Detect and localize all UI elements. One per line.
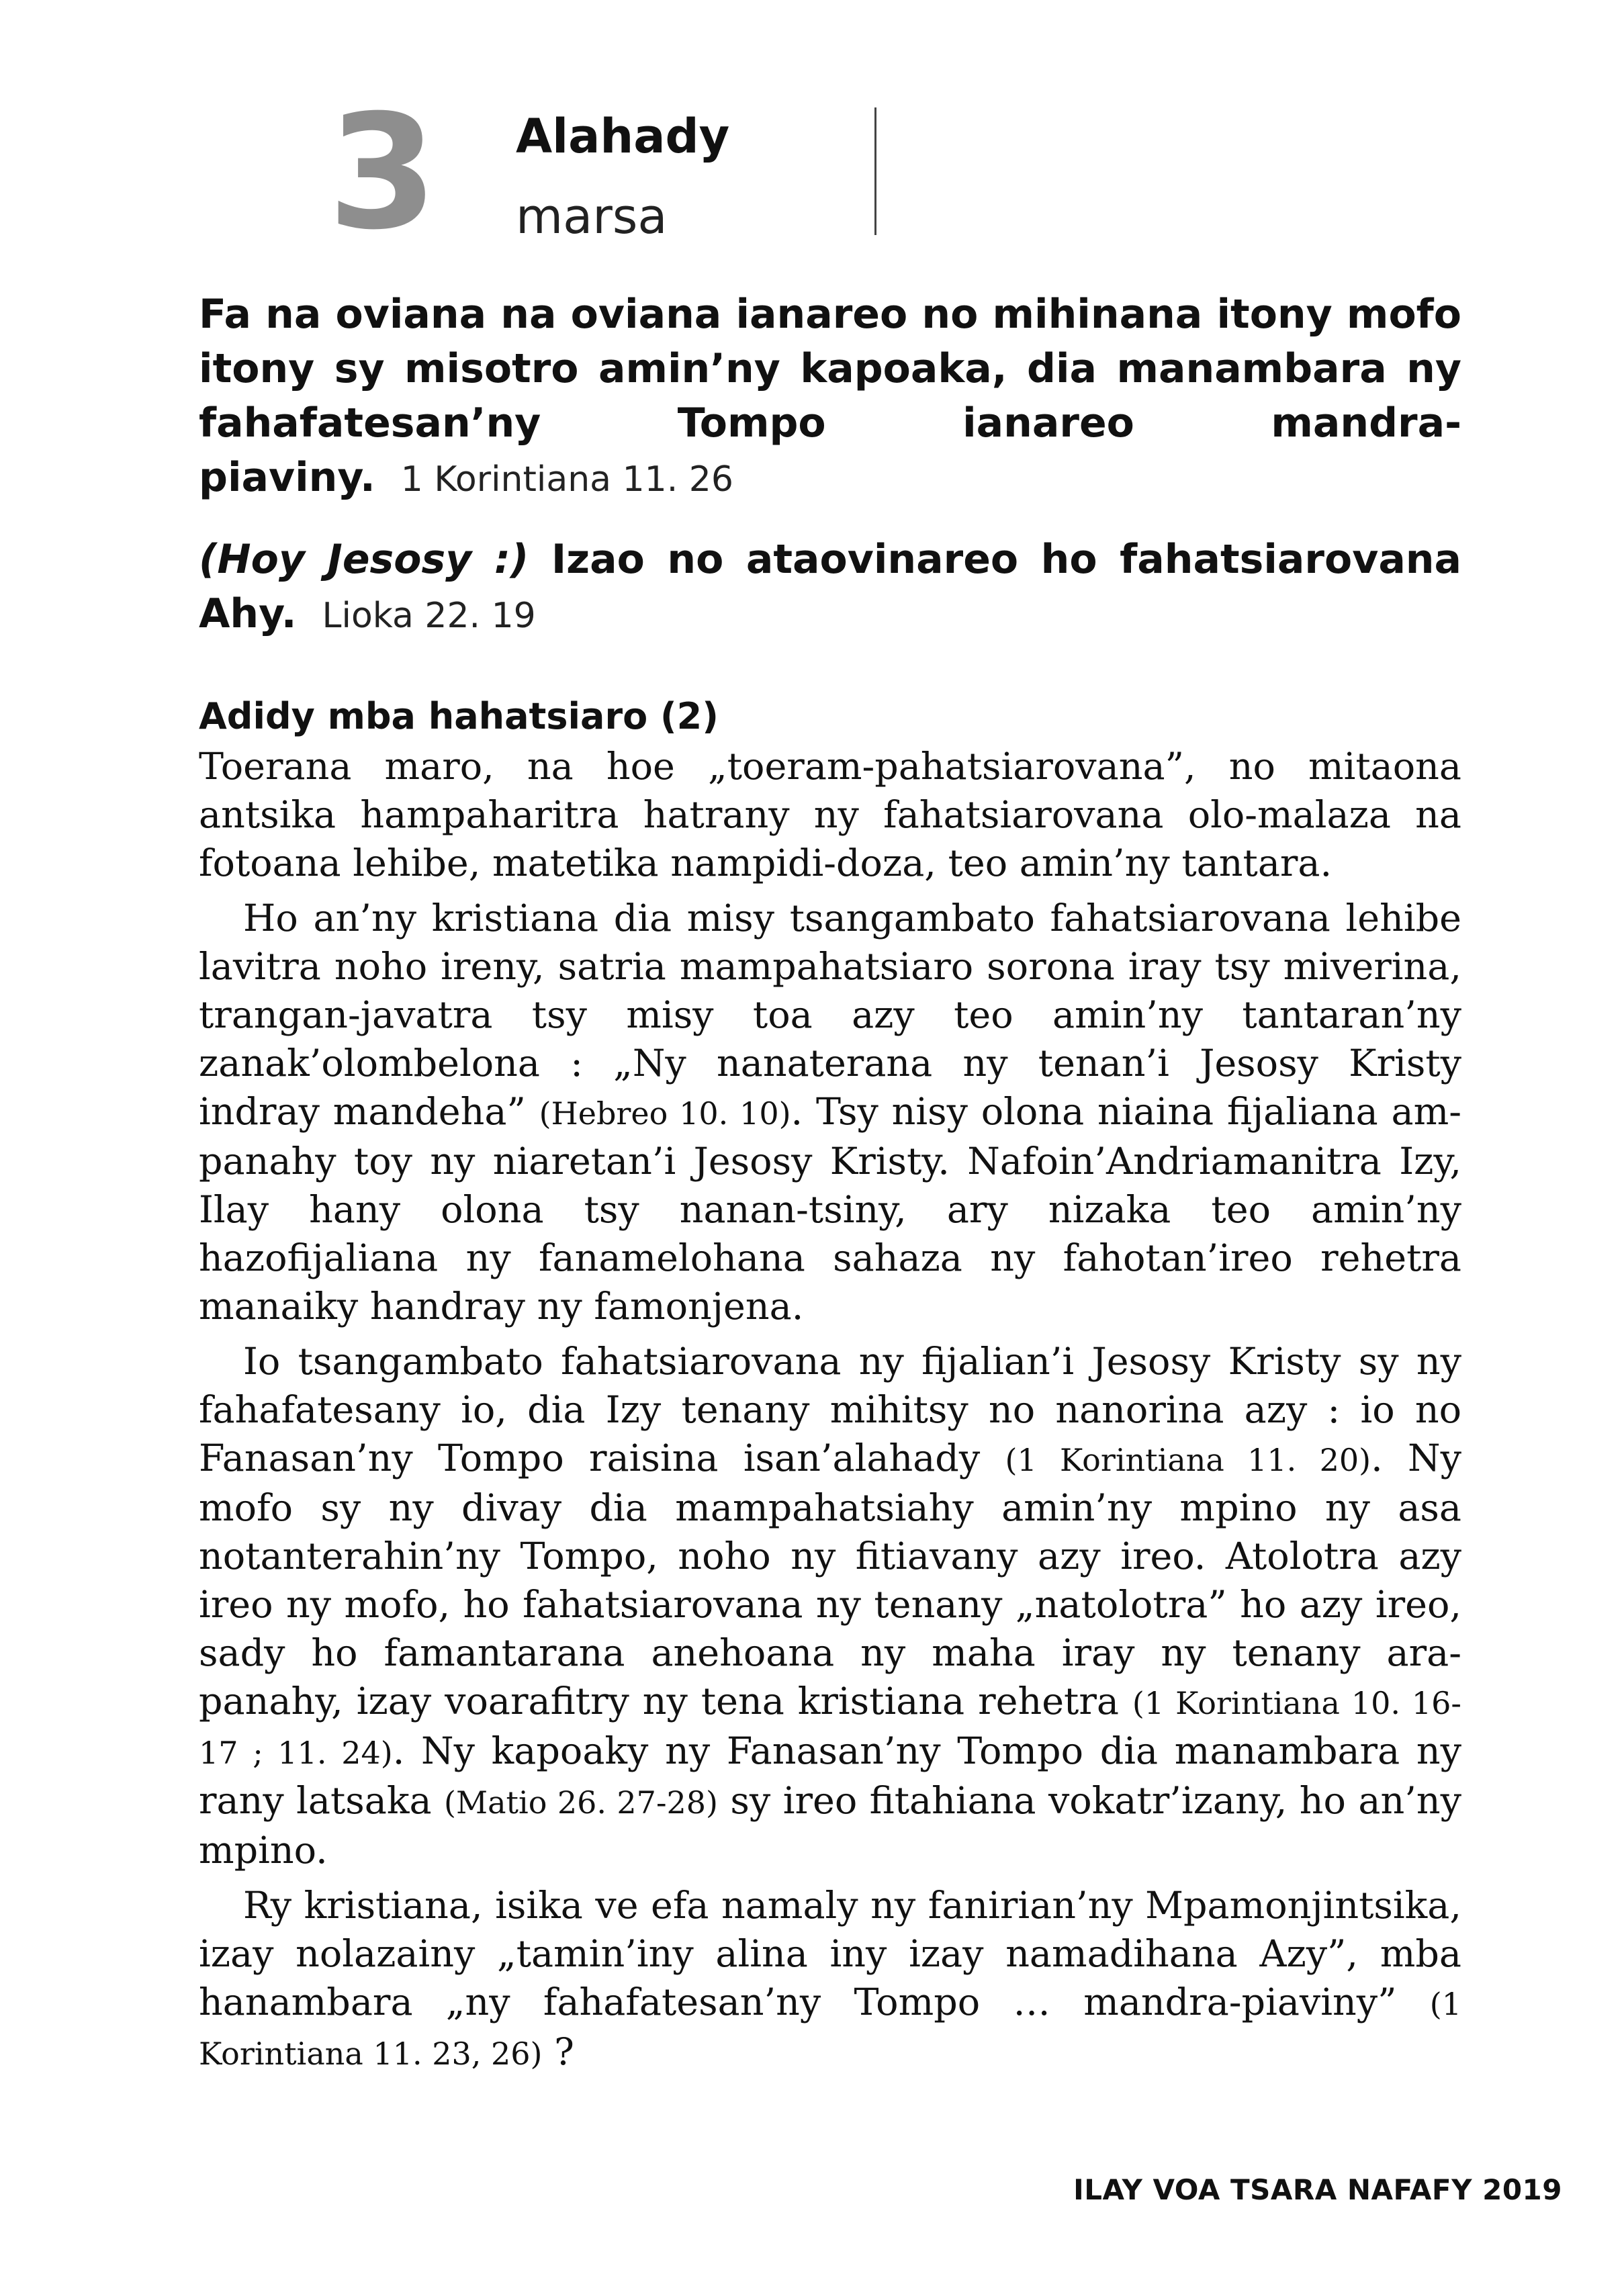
verse-text: Izao no ataovinareo ho fahatsiarovana Ahy. bbox=[199, 536, 1462, 637]
paragraph-text: . Tsy nisy olona niaina fijaliana am-panahy toy ny niaretan’i Jesosy Kristy. Nafoin’Andriamanitra Izy, Ilay hany olona tsy nanan-tsiny, ary nizaka teo amin’ny hazofijaliana ny fanamelohana sahaza ny fahotan’ireo rehetra manaiky handray ny famonjena. bbox=[199, 1090, 1461, 1328]
paragraph-text: sy ireo fitahiana vokatr’izany, ho an’ny mpino. bbox=[199, 1779, 1461, 1872]
paragraph-text: Toerana maro, na hoe „toeram-pahatsiarovana”, no mitaona antsika hampaharitra hatrany ny fahatsiarovana olo-malaza na fotoana lehibe, matetika nampidi-doza, teo amin’ny tantara. bbox=[199, 745, 1461, 885]
verse-text: Fa na oviana na oviana ianareo no mihinana itony mofo itony sy misotro amin’ny kapoaka, dia manambara ny fahafatesan’ny Tompo ianareo mandra-piaviny. bbox=[199, 291, 1461, 501]
scripture-citation: (Matio 26. 27-28) bbox=[444, 1784, 718, 1821]
paragraph-text: ? bbox=[542, 2030, 574, 2074]
paragraph-text: Ry kristiana, isika ve efa namaly ny fanirian’ny Mpamonjintsika, izay nolazainy „tamin’iny alina iny izay namadihana Azy”, mba hanambara „ny fahafatesan’ny Tompo … mandra-piaviny” bbox=[199, 1884, 1461, 2024]
paragraph-text: . Ny mofo sy ny divay dia mampahatsiahy amin’ny mpino ny asa notanterahin’ny Tompo, noho ny fitiavany azy ireo. Atolotra azy ireo ny mofo, ho fahatsiarovana ny tenany „natolotra” ho azy ireo, sady ho famantarana anehoana ny maha iray ny tenany ara-panahy, izay voarafitry ny tena kristiana rehetra bbox=[199, 1437, 1461, 1723]
publication-footer: ILAY VOA TSARA NAFAFY 2019 bbox=[1073, 2173, 1562, 2206]
date-divider bbox=[874, 107, 876, 235]
month-label: marsa bbox=[516, 188, 668, 244]
paragraph-text: Ho an’ny kristiana dia misy tsangambato fahatsiarovana lehibe lavitra noho ireny, satria mampahatsiaro sorona iray tsy miverina, trangan-javatra tsy misy toa azy teo amin’ny tantaran’ny zanak’olombelona : „Ny nanaterana ny tenan’i Jesosy Kristy indray mandeha” bbox=[199, 897, 1461, 1134]
paragraph-text: . Ny kapoaky ny Fanasan’ny Tompo dia manambara ny rany latsaka bbox=[199, 1729, 1461, 1823]
paragraph bbox=[199, 895, 1461, 1331]
verse-reference: 1 Korintiana 11. 26 bbox=[400, 459, 733, 500]
scripture-citation: (Hebreo 10. 10) bbox=[539, 1095, 791, 1132]
devotional-body bbox=[199, 743, 1461, 2078]
scripture-citation: (1 Korintiana 11. 20) bbox=[1005, 1442, 1371, 1478]
paragraph-text: Io tsangambato fahatsiarovana ny fijalian’i Jesosy Kristy sy ny fahafatesany io, dia Izy tenany mihitsy no nanorina azy : io no Fanasan’ny Tompo raisina isan’alahady bbox=[199, 1340, 1461, 1480]
second-verse bbox=[199, 533, 1461, 643]
section-heading: Adidy mba hahatsiaro (2) bbox=[199, 695, 719, 737]
paragraph bbox=[199, 1338, 1461, 1875]
paragraph bbox=[199, 1882, 1461, 2078]
paragraph bbox=[199, 743, 1461, 888]
daily-verse bbox=[199, 287, 1461, 507]
weekday-label: Alahady bbox=[516, 109, 730, 164]
verse-speaker: (Hoy Jesosy :) bbox=[199, 536, 529, 583]
scripture-citation: (1 Korintiana 11. 23, 26) bbox=[199, 1986, 1461, 2072]
verse-reference: Lioka 22. 19 bbox=[322, 596, 536, 636]
day-number: 3 bbox=[328, 81, 435, 265]
scripture-citation: (1 Korintiana 10. 16-17 ; 11. 24) bbox=[199, 1685, 1461, 1771]
